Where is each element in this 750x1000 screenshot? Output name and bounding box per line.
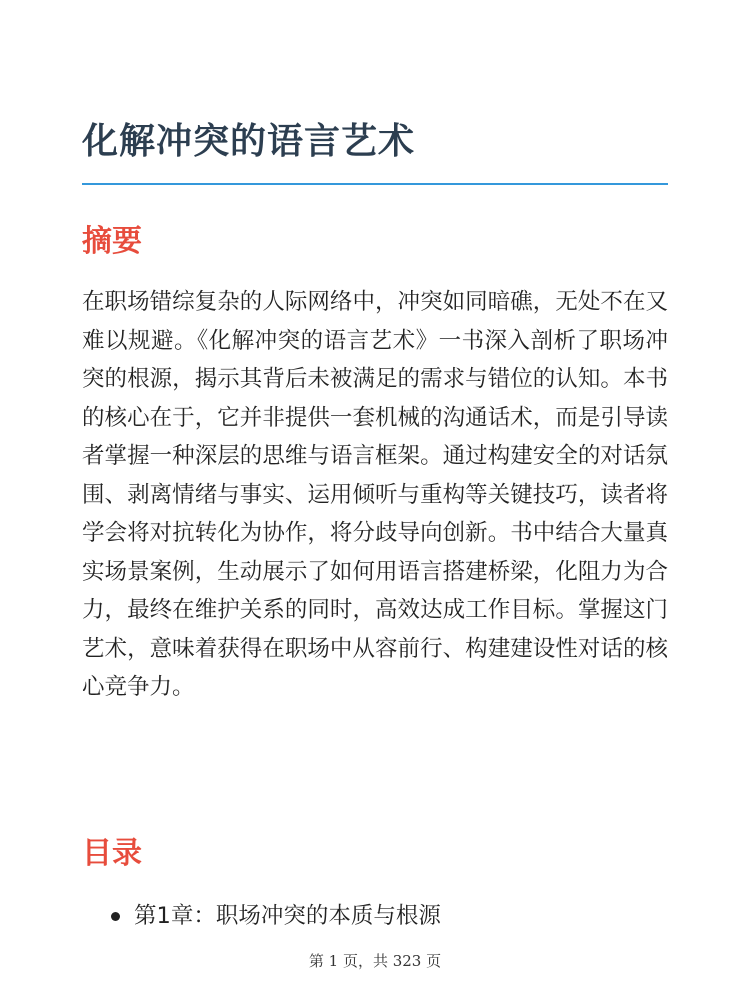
bullet-icon <box>111 912 120 921</box>
page-number-footer: 第 1 页，共 323 页 <box>308 952 442 970</box>
toc-item-label: 第1章：职场冲突的本质与根源 <box>134 903 441 929</box>
abstract-heading: 摘要 <box>82 224 142 259</box>
toc-heading: 目录 <box>82 836 142 871</box>
title-divider <box>82 183 668 185</box>
toc-list <box>82 897 441 935</box>
toc-item[interactable] <box>82 897 441 935</box>
document-title: 化解冲突的语言艺术 <box>82 121 416 162</box>
abstract-body: 在职场错综复杂的人际网络中，冲突如同暗礁，无处不在又难以规避。《化解冲突的语言艺术》一书深入剖析了职场冲突的根源，揭示其背后未被满足的需求与错位的认知。本书的核心在于，它并非提供一套机械的沟通话术，而是引导读者掌握一种深层的思维与语言框架。通过构建安全的对话氛围、剥离情绪与事实、运用倾听与重构等关键技巧，读者将学会将对抗转化为协作，将分歧导向创新。书中结合大量真实场景案例，生动展示了如何用语言搭建桥梁，化阻力为合力，最终在维护关系的同时，高效达成工作目标。掌握这门艺术，意味着获得在职场中从容前行、构建建设性对话的核心竞争力。 <box>82 289 668 700</box>
document-page <box>82 0 668 1000</box>
